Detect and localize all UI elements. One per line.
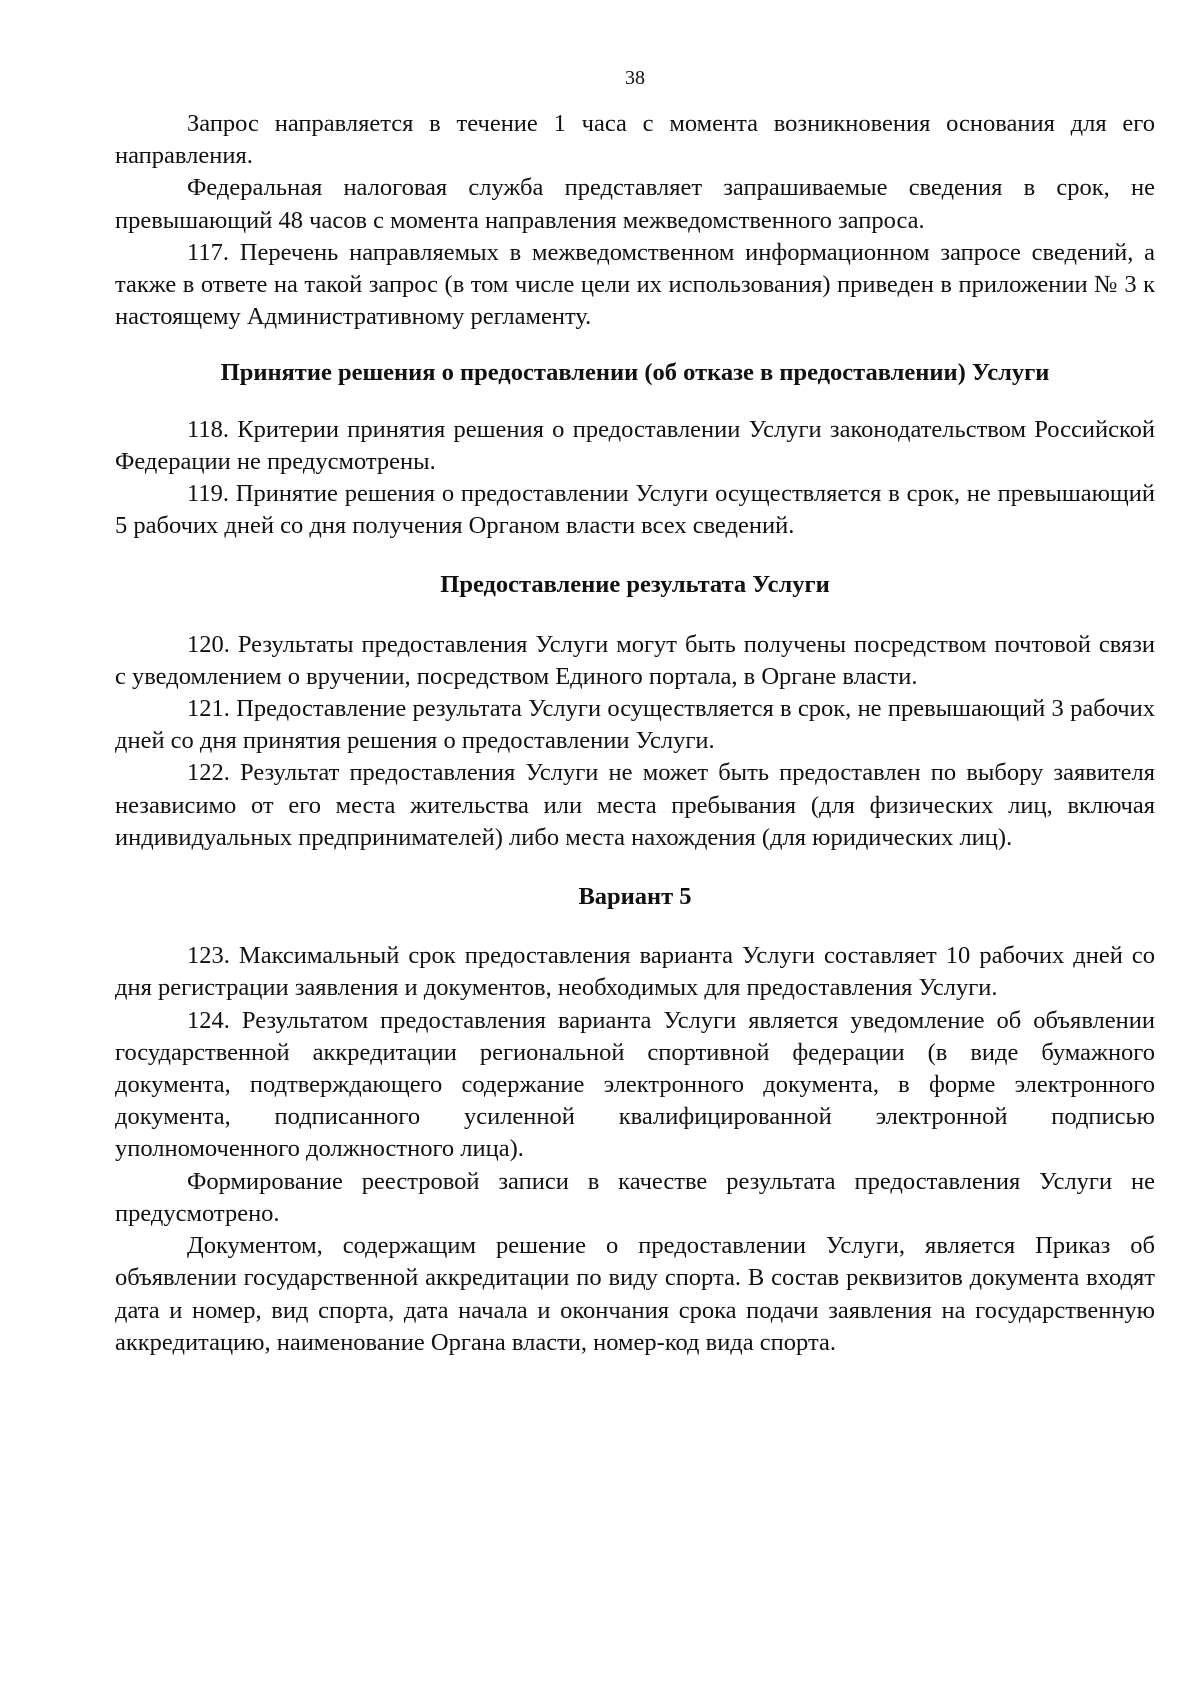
paragraph-registry-record: Формирование реестровой записи в качестве результата предоставления Услуги не предусмотрено. [115, 1167, 1155, 1227]
section-heading-result: Предоставление результата Услуги [440, 571, 830, 599]
page-number: 38 [625, 67, 645, 89]
paragraph-120: 120. Результаты предоставления Услуги могут быть получены посредством почтовой связи с уведомлением о вручении, посредством Единого портала, в Органе власти. [115, 630, 1155, 690]
paragraph-fns-deadline: Федеральная налоговая служба представляет запрашиваемые сведения в срок, не превышающий 48 часов с момента направления межведомственного запроса. [115, 174, 1155, 234]
section-heading-decision: Принятие решения о предоставлении (об отказе в предоставлении) Услуги [220, 359, 1050, 387]
paragraph-124: 124. Результатом предоставления варианта Услуги является уведомление об объявлении государственной аккредитации региональной спортивной федерации (в виде бумажного документа, подтверждающего содержание электронного документа, в форме электронного документа, подписанного усиленной квалифицированной электронной подписью уполномоченного должностного лица). [115, 1006, 1155, 1163]
paragraph-121: 121. Предоставление результата Услуги осуществляется в срок, не превышающий 3 рабочих дней со дня принятия решения о предоставлении Услуги. [115, 695, 1155, 755]
section-heading-variant-5: Вариант 5 [578, 883, 692, 911]
paragraph-122: 122. Результат предоставления Услуги не может быть предоставлен по выбору заявителя независимо от его места жительства или места пребывания (для физических лиц, включая индивидуальных предпринимателей) либо места нахождения (для юридических лиц). [115, 759, 1155, 851]
paragraph-123: 123. Максимальный срок предоставления варианта Услуги составляет 10 рабочих дней со дня регистрации заявления и документов, необходимых для предоставления Услуги. [115, 942, 1155, 1002]
paragraph-119: 119. Принятие решения о предоставлении Услуги осуществляется в срок, не превышающий 5 рабочих дней со дня получения Органом власти всех сведений. [115, 480, 1155, 540]
paragraph-request-time: Запрос направляется в течение 1 часа с момента возникновения основания для его направления. [115, 110, 1155, 170]
document-page [115, 0, 1155, 1697]
paragraph-117: 117. Перечень направляемых в межведомственном информационном запросе сведений, а также в ответе на такой запрос (в том числе цели их использования) приведен в приложении № 3 к настоящему Административному регламенту. [115, 238, 1155, 331]
paragraph-decision-document: Документом, содержащим решение о предоставлении Услуги, является Приказ об объявлении государственной аккредитации по виду спорта. В состав реквизитов документа входят дата и номер, вид спорта, дата начала и окончания срока подачи заявления на государственную аккредитацию, наименование Органа власти, номер-код вида спорта. [115, 1232, 1155, 1356]
document-body [115, 108, 1155, 1359]
paragraph-118: 118. Критерии принятия решения о предоставлении Услуги законодательством Российской Федерации не предусмотрены. [115, 415, 1155, 475]
